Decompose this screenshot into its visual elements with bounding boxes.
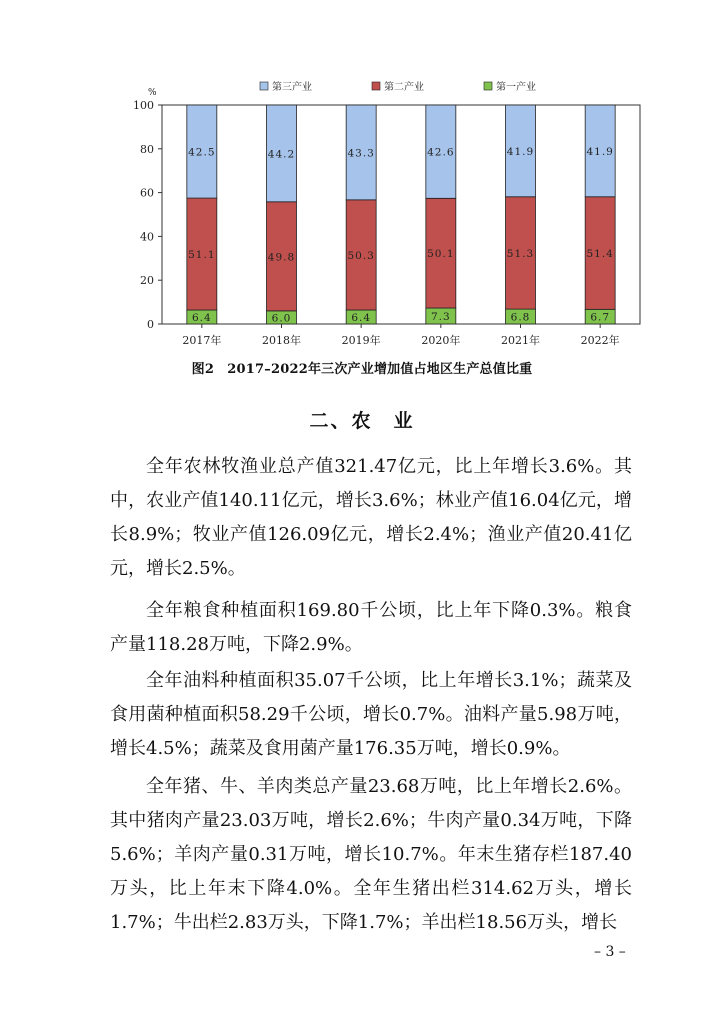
data-label: 6.4 (351, 311, 372, 324)
chart-caption: 图2 2017–2022年三次产业增加值占地区生产总值比重 (191, 362, 533, 377)
data-label: 6.7 (590, 311, 611, 324)
y-tick-label: 80 (140, 142, 154, 156)
paragraph-agriculture-output: 全年农林牧渔业总产值321.47亿元，比上年增长3.6%。其中，农业产值140.11亿元，增长3.6%；林业产值16.04亿元，增长8.9%；牧业产值126.09亿元，增长2.4%；渔业产值20.41亿元，增长2.5%。 (110, 456, 632, 579)
data-label: 41.9 (586, 145, 614, 158)
data-label: 50.3 (347, 249, 375, 262)
legend-label: 第三产业 (272, 82, 312, 93)
data-label: 49.8 (267, 251, 296, 264)
data-label: 51.1 (188, 249, 216, 262)
legend-swatch (372, 82, 380, 90)
y-tick-label: 40 (140, 230, 154, 244)
data-label: 51.3 (506, 247, 535, 260)
y-tick-label: 100 (133, 99, 154, 112)
data-label: 6.4 (191, 311, 212, 324)
x-tick-label: 2018年 (262, 334, 301, 347)
legend-swatch (260, 82, 268, 90)
y-tick-label: 60 (140, 186, 154, 200)
legend-label: 第二产业 (384, 82, 424, 93)
x-tick-label: 2019年 (341, 334, 381, 347)
data-label: 6.0 (271, 312, 292, 325)
plot-frame (162, 105, 640, 324)
data-label: 50.1 (427, 248, 455, 261)
paragraph-grain: 全年粮食种植面积169.80千公顷，比上年下降0.3%。粮食产量118.28万吨，下降2.9%。 (110, 600, 632, 655)
page-number: – 3 – (594, 944, 626, 960)
y-tick-label: 0 (147, 318, 154, 331)
data-label: 44.2 (267, 148, 296, 161)
paragraph-oil-vegetables: 全年油料种植面积35.07千公顷，比上年增长3.1%；蔬菜及食用菌种植面积58.29千公顷，增长0.7%。油料产量5.98万吨，增长4.5%；蔬菜及食用菌产量176.35万吨，增长0.9%。 (110, 670, 632, 759)
legend-label: 第一产业 (496, 82, 536, 93)
data-label: 43.3 (347, 147, 375, 160)
data-label: 41.9 (506, 145, 535, 158)
data-label: 7.3 (430, 311, 451, 324)
x-tick-label: 2017年 (182, 334, 222, 347)
y-unit-label: % (148, 88, 157, 98)
data-label: 42.5 (188, 146, 216, 159)
y-tick-label: 20 (140, 274, 154, 288)
legend-swatch (484, 82, 492, 90)
x-tick-label: 2021年 (501, 334, 540, 347)
data-label: 51.4 (586, 248, 614, 261)
data-label: 6.8 (510, 311, 531, 324)
x-tick-label: 2020年 (421, 334, 461, 347)
data-label: 42.6 (427, 146, 455, 159)
paragraph-livestock: 全年猪、牛、羊肉类总产量23.68万吨，比上年增长2.6%。其中猪肉产量23.03万吨，增长2.6%；牛肉产量0.34万吨，下降5.6%；羊肉产量0.31万吨，增长10.7%。年末生猪存栏187.40万头，比上年末下降4.0%。全年生猪出栏314.62万头，增长1.7%；牛出栏2.83万头，下降1.7%；羊出栏18.56万头，增长 (110, 776, 632, 933)
section-title: 二、农 业 (309, 410, 415, 432)
industry-share-chart (130, 78, 650, 358)
x-tick-label: 2022年 (580, 334, 620, 347)
